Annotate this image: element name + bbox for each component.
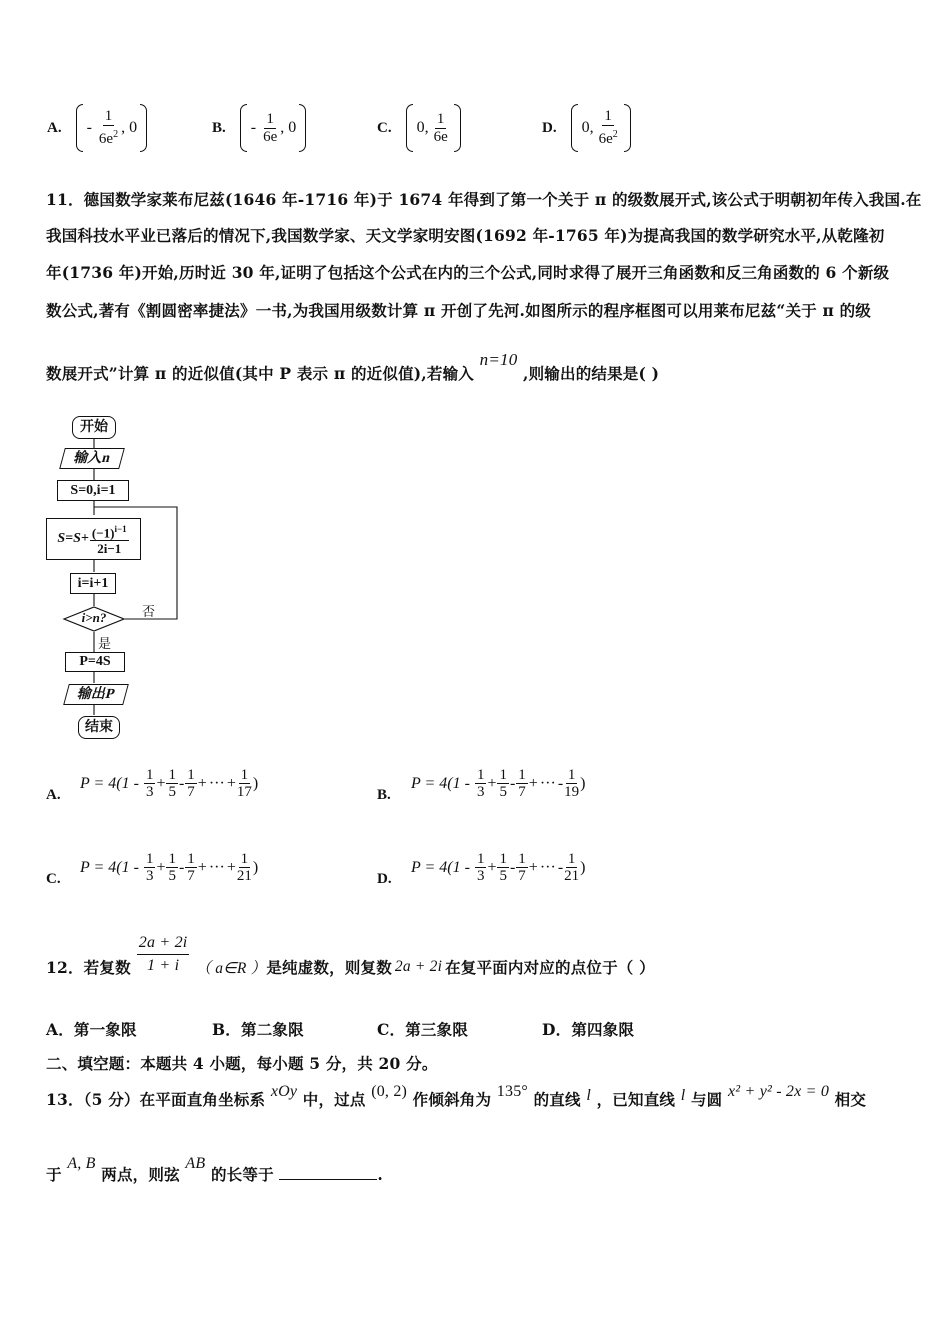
sign: -: [557, 858, 564, 876]
option-label: B.: [212, 119, 226, 136]
plus: +: [487, 774, 497, 792]
option-label: A.: [46, 787, 61, 803]
q10-option-b: [212, 104, 306, 152]
num: 1: [240, 851, 249, 867]
option-label: C.: [377, 119, 392, 136]
q11-option-b: [377, 767, 586, 803]
den: 7: [518, 784, 526, 800]
formula-prefix: P = 4(1 -: [80, 858, 139, 876]
q11-line5-tail: ,则输出的结果是( ): [523, 364, 660, 383]
q13-line-2: [46, 1155, 383, 1185]
num: 1: [145, 767, 154, 783]
q12-option-d: D．第四象限: [542, 1020, 635, 1039]
num: 1: [240, 767, 249, 783]
q13-text: ，已知直线: [596, 1090, 676, 1109]
q13-text: 中，过点: [302, 1090, 366, 1109]
q13-text: 与圆: [690, 1090, 723, 1109]
term-third: [475, 851, 487, 884]
flowchart-input: 输入n: [59, 448, 125, 469]
q13-text: 相交: [834, 1090, 867, 1109]
update-num-base: (−1): [91, 525, 115, 541]
q12-fraction-den: 1 + i: [146, 957, 180, 974]
ellipsis: ···: [208, 774, 225, 792]
den-base: 6e: [598, 131, 613, 147]
q12-fraction: [137, 932, 190, 977]
q11-line-5: [46, 350, 660, 384]
option-prefix: 0,: [581, 119, 594, 136]
right-paren: [299, 104, 306, 152]
answer-blank[interactable]: [279, 1165, 377, 1180]
q11-line-4: 数公式,著有《割圆密率捷法》一书,为我国用级数计算 π 开创了先河.如图所示的程序框图可以用莱布尼兹“关于 π 的级: [46, 301, 871, 320]
fraction-denominator: 6e: [433, 128, 448, 145]
den: 5: [168, 784, 176, 800]
formula-prefix: P = 4(1 -: [411, 774, 470, 792]
option-suffix: , 0: [280, 119, 297, 136]
formula-prefix: P = 4(1 -: [411, 858, 470, 876]
option-label: D.: [542, 119, 557, 136]
right-paren: [454, 104, 461, 152]
flowchart-update: [46, 518, 141, 560]
flowchart-no-label: 否: [142, 605, 156, 620]
option-prefix: -: [250, 119, 257, 136]
plus: +: [528, 858, 538, 876]
plus: +: [487, 858, 497, 876]
left-paren: [571, 104, 578, 152]
den: 19: [564, 784, 580, 800]
num: 1: [187, 851, 195, 867]
option-label: C.: [46, 871, 61, 887]
q11-line-3: 年(1736 年)开始,历时近 30 年,证明了包括这个公式在内的三个公式,同时求得了展开三角函数和反三角函数的 6 个新级: [46, 263, 890, 282]
update-denominator: 2i−1: [97, 541, 122, 557]
q13-period: .: [377, 1165, 383, 1184]
update-num-exponent: i−1: [114, 523, 127, 534]
flowchart: [40, 410, 200, 750]
close-paren: ): [252, 774, 259, 792]
flowchart-init: S=0,i=1: [57, 480, 129, 501]
num: 1: [499, 767, 507, 783]
term-seventh: [516, 767, 528, 800]
update-lhs: S=S+: [57, 531, 89, 546]
num: 1: [518, 767, 526, 783]
den: 7: [187, 784, 195, 800]
minus: -: [509, 774, 516, 792]
plus: +: [156, 858, 166, 876]
den: 3: [145, 868, 154, 884]
den: 5: [499, 784, 507, 800]
fraction-numerator: 1: [104, 108, 113, 124]
q12-expression: 2a + 2i: [394, 957, 443, 975]
q12-condition: （ a∈R ）: [195, 959, 267, 977]
q12-text-mid: 是纯虚数，则复数: [266, 957, 392, 977]
q13-text: 的直线: [533, 1090, 581, 1109]
den: 5: [168, 868, 176, 884]
q11-line5-text: 数展开式”计算 π 的近似值(其中 P 表示 π 的近似值),若输入: [46, 364, 475, 383]
q13-point: (0, 2): [371, 1083, 408, 1100]
den: 7: [518, 868, 526, 884]
option-label: A.: [47, 119, 62, 136]
q13-chord: AB: [185, 1155, 206, 1172]
q13-circle-equation: x² + y² - 2x = 0: [728, 1083, 830, 1100]
q13-line-symbol: l: [586, 1087, 591, 1104]
fraction-denominator: 6e: [263, 128, 278, 145]
flowchart-yes-label: 是: [98, 637, 112, 652]
sign: +: [226, 858, 236, 876]
term-seventh: [185, 767, 197, 800]
flowchart-condition: i>n?: [81, 610, 107, 625]
term-fifth: [166, 851, 178, 884]
den-base: 6e: [98, 131, 114, 147]
fraction-denominator: [597, 126, 620, 148]
term-fifth: [166, 767, 178, 800]
num: 1: [476, 851, 485, 867]
den: 21: [564, 868, 580, 884]
option-suffix: , 0: [121, 119, 138, 136]
option-fraction: [97, 108, 120, 148]
q12-text: 12．若复数: [46, 957, 131, 977]
q12-fraction-num: 2a + 2i: [137, 932, 190, 955]
num: 1: [499, 851, 507, 867]
minus: -: [178, 858, 185, 876]
plus: +: [197, 774, 207, 792]
term-third: [144, 767, 156, 800]
den: 21: [236, 868, 252, 884]
term-last: [237, 767, 252, 800]
minus: -: [178, 774, 185, 792]
q10-option-d: [542, 104, 631, 152]
term-third: [144, 851, 156, 884]
q13-coordinate-system: xOy: [270, 1083, 298, 1100]
num: 1: [567, 767, 576, 783]
update-fraction: [90, 522, 129, 556]
left-paren: [240, 104, 247, 152]
term-seventh: [185, 851, 197, 884]
num: 1: [168, 851, 176, 867]
q13-line-1: [46, 1083, 867, 1110]
q12-option-a: A．第一象限: [46, 1020, 137, 1039]
formula-prefix: P = 4(1 -: [80, 774, 139, 792]
section-heading: 二、填空题：本题共 4 小题，每小题 5 分，共 20 分。: [46, 1054, 438, 1073]
den: 7: [187, 868, 195, 884]
q13-text: 的长等于: [210, 1165, 274, 1184]
q10-option-a: [47, 104, 147, 152]
plus: +: [528, 774, 538, 792]
fraction-numerator: 1: [266, 110, 274, 127]
ellipsis: ···: [539, 774, 556, 792]
right-paren: [624, 104, 631, 152]
term-seventh: [516, 851, 528, 884]
left-paren: [76, 104, 83, 152]
flowchart-end: 结束: [78, 716, 120, 739]
q11-option-d: [377, 851, 586, 887]
fraction-denominator: [97, 126, 120, 148]
update-numerator: [90, 522, 129, 541]
close-paren: ): [580, 774, 586, 792]
option-label: B.: [377, 787, 391, 803]
num: 1: [567, 851, 576, 867]
q12-option-c: C．第三象限: [377, 1020, 469, 1039]
term-third: [475, 767, 487, 800]
right-paren: [140, 104, 147, 152]
q10-option-c: [377, 104, 461, 152]
den: 3: [476, 868, 485, 884]
left-paren: [406, 104, 413, 152]
term-last: [564, 767, 579, 800]
den: 3: [145, 784, 154, 800]
option-prefix: -: [86, 119, 92, 136]
q11-option-c: [46, 851, 259, 887]
ellipsis: ···: [208, 858, 225, 876]
q13-angle: 135°: [496, 1083, 528, 1100]
den-exponent: 2: [612, 129, 618, 140]
option-fraction: [432, 111, 450, 146]
sign: -: [557, 774, 564, 792]
term-fifth: [497, 851, 509, 884]
option-fraction: [261, 111, 279, 146]
term-last: [237, 851, 252, 884]
q13-text: 13．（5 分）在平面直角坐标系: [46, 1090, 266, 1109]
num: 1: [476, 767, 485, 783]
q12-stem: [46, 932, 655, 977]
sign: +: [226, 774, 236, 792]
close-paren: ): [580, 858, 586, 876]
q10-options: [0, 100, 950, 156]
flowchart-increment: i=i+1: [70, 573, 116, 594]
option-fraction: [597, 108, 620, 148]
flowchart-output: 输出P: [63, 684, 129, 705]
q11-input-n: n=10: [479, 350, 518, 369]
term-last: [564, 851, 579, 884]
plus: +: [156, 774, 166, 792]
q13-text: 作倾斜角为: [412, 1090, 492, 1109]
q12-option-b: B．第二象限: [212, 1020, 304, 1039]
fraction-numerator: 1: [436, 110, 445, 127]
den-exponent: 2: [113, 129, 119, 140]
option-label: D.: [377, 871, 392, 887]
q11-line-2: 我国科技水平业已落后的情况下,我国数学家、天文学家明安图(1692 年-1765 年)为提高我国的数学研究水平,从乾隆初: [46, 226, 885, 245]
q11-line-1: 11．德国数学家莱布尼兹(1646 年-1716 年)于 1674 年得到了第一个关于 π 的级数展开式,该公式于明朝初年传入我国.在: [46, 190, 922, 209]
option-prefix: 0,: [416, 119, 429, 136]
den: 5: [499, 868, 507, 884]
minus: -: [509, 858, 516, 876]
num: 1: [187, 767, 195, 783]
q13-points: A, B: [67, 1155, 96, 1172]
term-fifth: [497, 767, 509, 800]
den: 3: [476, 784, 485, 800]
num: 1: [518, 851, 526, 867]
close-paren: ): [252, 858, 259, 876]
num: 1: [168, 767, 176, 783]
q13-text: 于: [46, 1165, 62, 1184]
flowchart-start: 开始: [72, 416, 116, 439]
plus: +: [197, 858, 207, 876]
den: 17: [236, 784, 252, 800]
fraction-numerator: 1: [604, 108, 612, 124]
q13-line-symbol: l: [680, 1087, 686, 1104]
ellipsis: ···: [539, 858, 556, 876]
q12-text-end: 在复平面内对应的点位于（ ）: [445, 957, 655, 977]
q11-option-a: [46, 767, 259, 803]
q13-text: 两点，则弦: [101, 1165, 180, 1184]
num: 1: [145, 851, 154, 867]
flowchart-assign: P=4S: [65, 652, 125, 672]
